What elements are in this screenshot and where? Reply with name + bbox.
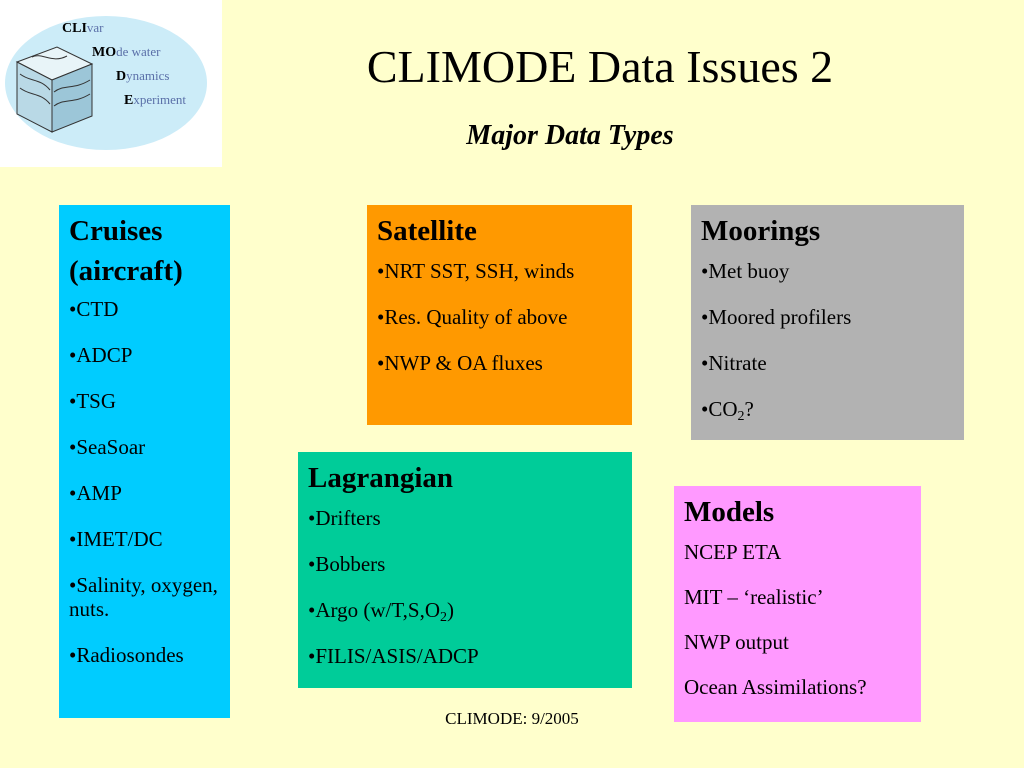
list-item: NCEP ETA (684, 540, 782, 564)
satellite-list (377, 259, 622, 375)
list-item: • Salinity, oxygen, nuts. (69, 573, 220, 621)
list-item: • AMP (69, 481, 220, 505)
list-item: MIT – ‘realistic’ (684, 585, 824, 609)
models-list (684, 540, 911, 699)
list-item: • Drifters (308, 506, 622, 530)
satellite-box (367, 205, 632, 425)
cruises-subheading: (aircraft) (69, 255, 183, 287)
list-item: • NRT SST, SSH, winds (377, 259, 622, 283)
models-heading: Models (684, 496, 775, 528)
list-item: • Bobbers (308, 552, 622, 576)
logo-line-mode: MOde water (92, 44, 161, 60)
list-item: • Radiosondes (69, 643, 220, 667)
list-item: NWP output (684, 630, 789, 654)
ocean-block-icon (12, 42, 97, 137)
list-item: • NWP & OA fluxes (377, 351, 622, 375)
slide-title: CLIMODE Data Issues 2 (366, 41, 834, 92)
logo-line-clivar: CLIvar (62, 20, 104, 36)
logo-line-dynamics: Dynamics (116, 68, 170, 84)
cruises-box (59, 205, 230, 718)
models-box (674, 486, 921, 722)
list-item: • FILIS/ASIS/ADCP (308, 644, 622, 668)
climode-logo (0, 0, 222, 167)
list-item: • TSG (69, 389, 220, 413)
satellite-heading: Satellite (377, 215, 477, 247)
moorings-list (701, 259, 954, 424)
list-item: Ocean Assimilations? (684, 675, 867, 699)
logo-line-experiment: Experiment (124, 92, 187, 108)
slide-subtitle: Major Data Types (466, 120, 674, 151)
list-item: • ADCP (69, 343, 220, 367)
list-item: • IMET/DC (69, 527, 220, 551)
cruises-heading: Cruises (69, 215, 163, 247)
list-item: • Nitrate (701, 351, 954, 375)
list-item: • Moored profilers (701, 305, 954, 329)
list-item: • Met buoy (701, 259, 954, 283)
moorings-box (691, 205, 964, 440)
moorings-heading: Moorings (701, 215, 821, 247)
lagrangian-heading: Lagrangian (308, 462, 454, 494)
cruises-list (69, 297, 220, 667)
list-item: • SeaSoar (69, 435, 220, 459)
slide-footer: CLIMODE: 9/2005 (445, 709, 579, 728)
list-item-argo: • Argo $(w/T,S,O_2)$ (308, 598, 622, 622)
list-item: • Res. Quality of above (377, 305, 622, 329)
lagrangian-box (298, 452, 632, 688)
lagrangian-list (308, 506, 622, 668)
list-item: • CTD (69, 297, 220, 321)
list-item-co2: • $CO_2$? (701, 397, 954, 421)
